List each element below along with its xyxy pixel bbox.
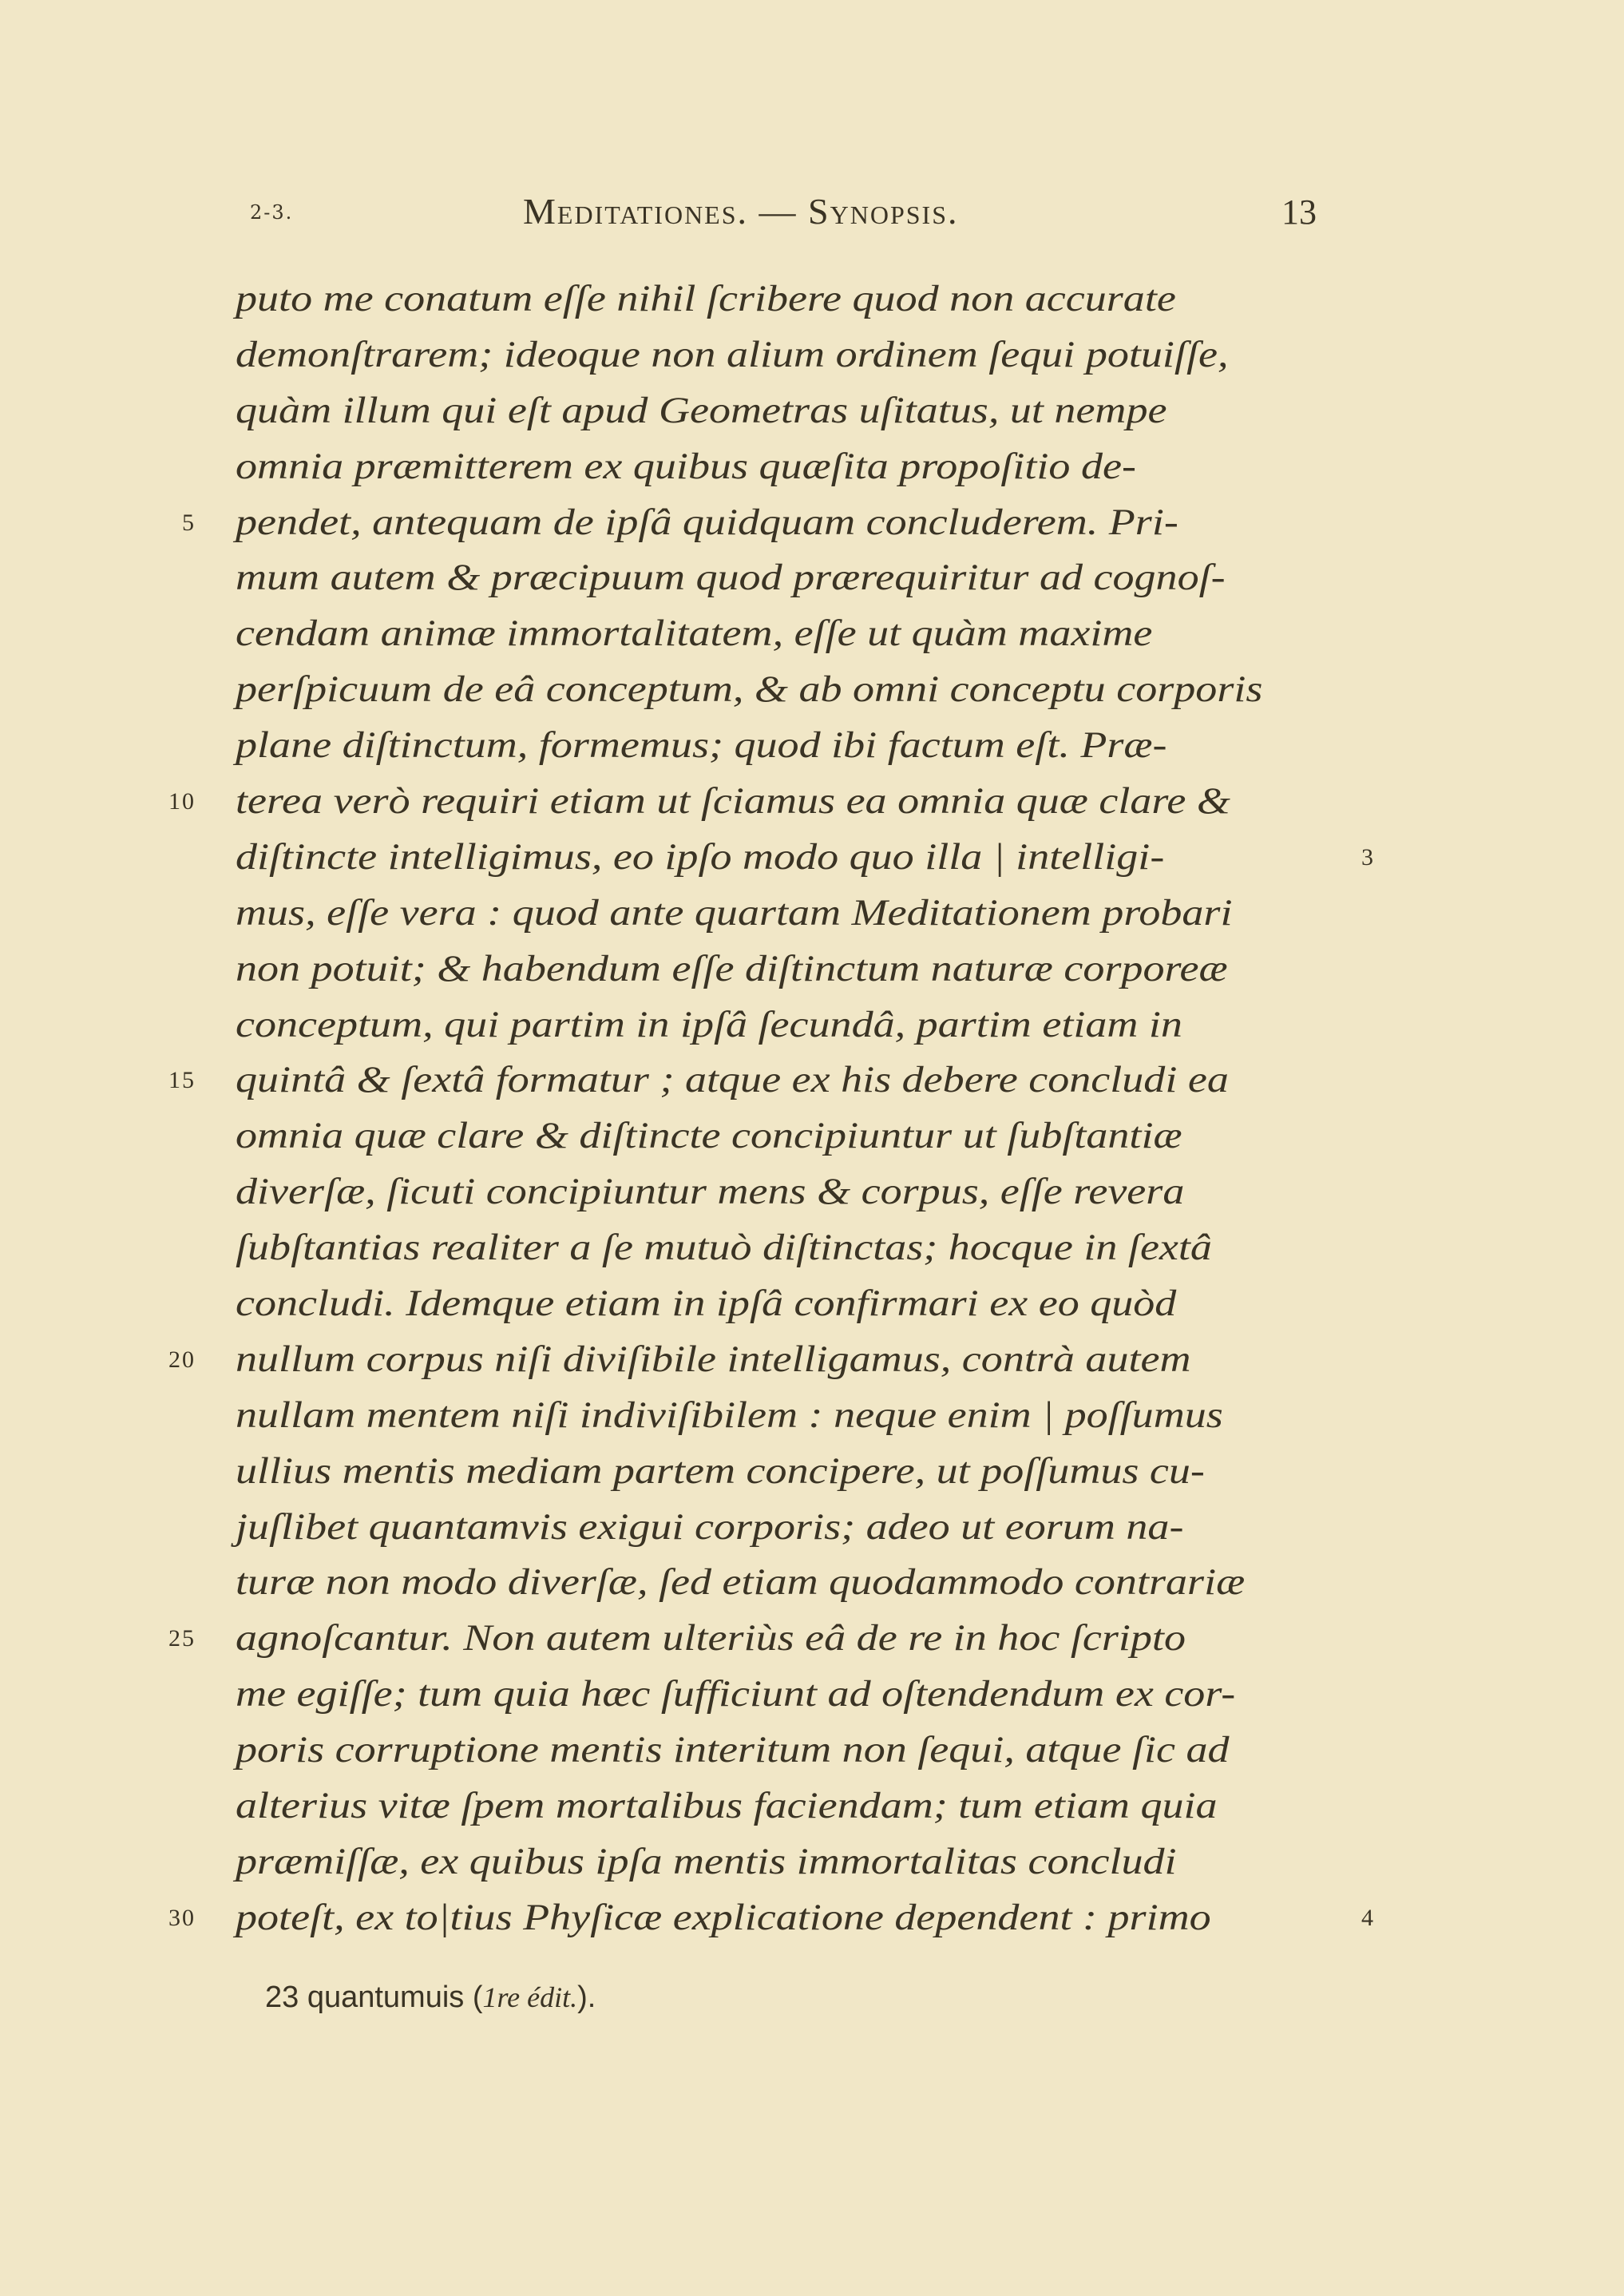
text-line bbox=[182, 495, 1329, 551]
text-line bbox=[236, 1834, 1329, 1890]
line-text: perſpicuum de eâ conceptum, & ab omni conceptu corporis bbox=[236, 668, 1263, 711]
line-text: plane diſtinctum, formemus; quod ibi factum eſt. Præ- bbox=[236, 724, 1167, 767]
line-number: 15 bbox=[168, 1067, 196, 1094]
line-number: 5 bbox=[182, 509, 196, 536]
text-line bbox=[236, 1723, 1329, 1779]
line-text: poteſt, ex to|tius Phyſicæ explicatione dependent : primo bbox=[236, 1896, 1211, 1938]
text-line bbox=[236, 550, 1329, 606]
text-line bbox=[236, 1555, 1329, 1611]
text-line bbox=[236, 606, 1329, 662]
line-text: nullam mentem niſi indiviſibilem : neque enim | poſſumus bbox=[236, 1394, 1223, 1436]
line-text: terea verò requiri etiam ut ſciamus ea omnia quæ clare & bbox=[236, 780, 1230, 823]
line-number: 10 bbox=[168, 788, 196, 815]
text-line bbox=[168, 1890, 1373, 1946]
text-line bbox=[236, 383, 1329, 439]
line-text: nullum corpus niſi diviſibile intelligamus, contrà autem bbox=[236, 1338, 1191, 1380]
section-reference: 2-3. bbox=[250, 201, 294, 224]
text-line bbox=[168, 774, 1329, 830]
footnote-text: 23 quantumuis ( bbox=[265, 1981, 483, 2014]
footnote-edition: 1re édit. bbox=[482, 1981, 578, 2013]
running-title: Meditationes. — Synopsis. bbox=[523, 191, 959, 232]
footnote bbox=[265, 1981, 596, 2015]
text-line bbox=[236, 1500, 1329, 1556]
line-text: mum autem & præcipuum quod prærequiritur ad cognoſ- bbox=[236, 557, 1226, 599]
line-text: quàm illum qui eſt apud Geometras uſitatus, ut nempe bbox=[236, 389, 1167, 431]
line-text: non potuit; & habendum eſſe diſtinctum naturæ corporeæ bbox=[236, 947, 1228, 989]
text-line bbox=[236, 439, 1329, 495]
line-text: ullius mentis mediam partem concipere, ut poſſumus cu- bbox=[236, 1449, 1205, 1492]
line-text: omnia quæ clare & diſtincte concipiuntur ut ſubſtantiæ bbox=[236, 1115, 1182, 1157]
text-line bbox=[236, 1388, 1329, 1444]
text-line bbox=[236, 1444, 1329, 1500]
line-text: turæ non modo diverſæ, ſed etiam quodammodo contrariæ bbox=[236, 1561, 1246, 1604]
text-line bbox=[236, 1667, 1329, 1723]
line-text: pendet, antequam de ipſâ quidquam concluderem. Pri- bbox=[236, 501, 1178, 543]
text-line bbox=[236, 942, 1329, 997]
text-line bbox=[236, 1276, 1329, 1332]
margin-reference: 4 bbox=[1361, 1904, 1373, 1931]
text-line bbox=[236, 1108, 1329, 1164]
line-text: diſtincte intelligimus, eo ipſo modo quo illa | intelligi- bbox=[236, 835, 1165, 878]
line-text: diverſæ, ſicuti concipiuntur mens & corpus, eſſe revera bbox=[236, 1171, 1185, 1213]
line-text: cendam animæ immortalitatem, eſſe ut quàm maxime bbox=[236, 613, 1153, 655]
text-line bbox=[236, 830, 1373, 886]
text-line bbox=[236, 662, 1329, 718]
running-head bbox=[0, 190, 1624, 238]
text-line bbox=[168, 1053, 1329, 1108]
line-text: juſlibet quantamvis exigui corporis; adeo ut eorum na- bbox=[236, 1505, 1184, 1548]
line-text: alterius vitæ ſpem mortalibus faciendam; tum etiam quia bbox=[236, 1785, 1218, 1827]
line-text: poris corruptione mentis interitum non ſequi, atque ſic ad bbox=[236, 1729, 1230, 1771]
line-text: demonſtrarem; ideoque non alium ordinem ſequi potuiſſe, bbox=[236, 333, 1229, 375]
text-line bbox=[236, 272, 1329, 327]
footnote-close: ). bbox=[577, 1981, 596, 2014]
line-text: agnoſcantur. Non autem ulteriùs eâ de re in hoc ſcripto bbox=[236, 1617, 1186, 1660]
line-text: me egiſſe; tum quia hæc ſufficiunt ad oſtendendum ex cor- bbox=[236, 1673, 1236, 1715]
text-line bbox=[168, 1332, 1329, 1388]
text-line bbox=[236, 997, 1329, 1053]
line-number: 25 bbox=[168, 1625, 196, 1652]
line-number: 30 bbox=[168, 1904, 196, 1931]
line-text: concludi. Idemque etiam in ipſâ confirmari ex eo quòd bbox=[236, 1283, 1177, 1325]
line-text: mus, eſſe vera : quod ante quartam Meditationem probari bbox=[236, 891, 1233, 934]
line-text: puto me conatum eſſe nihil ſcribere quod non accurate bbox=[236, 278, 1176, 319]
line-text: conceptum, qui partim in ipſâ ſecundâ, partim etiam in bbox=[236, 1003, 1182, 1045]
text-line bbox=[236, 327, 1329, 383]
body-text bbox=[168, 272, 1373, 1946]
line-text: præmiſſæ, ex quibus ipſa mentis immortalitas concludi bbox=[236, 1840, 1177, 1882]
text-line bbox=[236, 1220, 1329, 1276]
page-number: 13 bbox=[1281, 192, 1317, 232]
text-line bbox=[168, 1611, 1329, 1667]
text-line bbox=[236, 886, 1329, 942]
text-line bbox=[236, 1779, 1329, 1834]
text-line bbox=[236, 1164, 1329, 1220]
line-text: quintâ & ſextâ formatur ; atque ex his debere concludi ea bbox=[236, 1059, 1229, 1101]
margin-reference: 3 bbox=[1361, 843, 1373, 870]
line-number: 20 bbox=[168, 1346, 196, 1373]
text-line bbox=[236, 718, 1329, 774]
line-text: omnia præmitterem ex quibus quæſita propoſitio de- bbox=[236, 445, 1136, 487]
line-text: ſubſtantias realiter a ſe mutuò diſtinctas; hocque in ſextâ bbox=[236, 1227, 1212, 1269]
